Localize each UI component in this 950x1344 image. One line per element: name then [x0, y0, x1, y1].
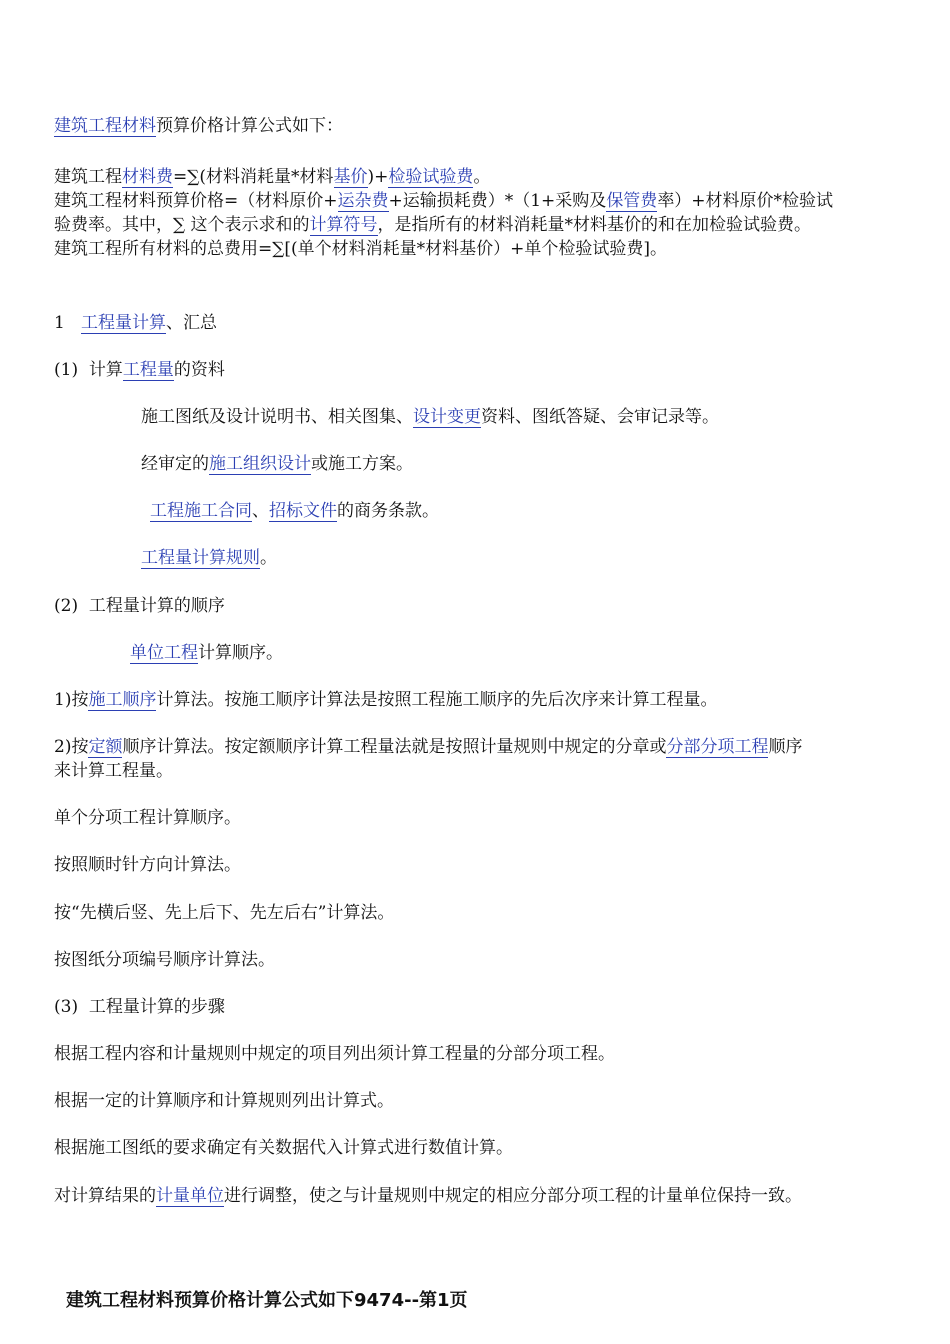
cross-method: 按“先横后竖、先上后下、先左后右”计算法。	[54, 903, 395, 923]
text: 经审定的	[141, 454, 209, 474]
text: 建筑工程材料预算价格=（材料原价+	[54, 191, 338, 211]
text: 顺序计算法。按定额顺序计算工程量法就是按照计量规则中规定的分章或	[122, 737, 667, 757]
subsection-1-heading	[54, 358, 914, 382]
formula-budget-price-line1	[54, 189, 914, 213]
link-design-change[interactable]: 设计变更	[413, 407, 481, 427]
link-calc-symbol[interactable]: 计算符号	[309, 215, 378, 235]
text: 。	[473, 167, 491, 187]
text: =∑(材料消耗量*材料	[173, 167, 334, 187]
text: 验费率。其中，∑ 这个表示求和的	[54, 215, 310, 235]
single-item-order: 单个分项工程计算顺序。	[54, 808, 241, 828]
link-inspection-fee[interactable]: 检验试验费	[388, 167, 474, 187]
subsection-number: (3)	[54, 997, 79, 1017]
link-construction-order[interactable]: 施工顺序	[88, 690, 157, 710]
text: 。	[260, 548, 277, 568]
step-4	[54, 1184, 914, 1208]
text: 的商务条款。	[337, 501, 439, 521]
text: 计算	[88, 360, 123, 380]
intro-text: 预算价格计算公式如下：	[156, 116, 343, 136]
link-unit-project[interactable]: 单位工程	[130, 643, 198, 663]
text: 、汇总	[166, 313, 218, 333]
link-quantity[interactable]: 工程量	[122, 360, 174, 380]
link-sub-items[interactable]: 分部分项工程	[666, 737, 769, 757]
text: )+	[367, 167, 389, 187]
text: 1)按	[54, 690, 89, 710]
text: 计算顺序。	[198, 643, 283, 663]
link-freight-fee[interactable]: 运杂费	[337, 191, 389, 211]
text: 、	[252, 501, 269, 521]
link-bidding-docs[interactable]: 招标文件	[269, 501, 337, 521]
subsection-2-heading	[54, 594, 914, 618]
page-footer: 建筑工程材料预算价格计算公式如下9474--第1页	[66, 1290, 468, 1311]
text: 计算法。按施工顺序计算法是按照工程施工顺序的先后次序来计算工程量。	[156, 690, 718, 710]
link-quantity-rules[interactable]: 工程量计算规则	[141, 548, 260, 568]
formula-material-cost	[54, 165, 914, 189]
link-construction-contract[interactable]: 工程施工合同	[150, 501, 252, 521]
text: 的资料	[173, 360, 225, 380]
order-method-2-line1	[54, 735, 914, 759]
intro-line	[54, 114, 914, 138]
text: 进行调整，使之与计量规则中规定的相应分部分项工程的计量单位保持一致。	[224, 1186, 802, 1206]
order-method-2-line2: 来计算工程量。	[54, 761, 173, 781]
step-3: 根据施工图纸的要求确定有关数据代入计算式进行数值计算。	[54, 1138, 513, 1158]
link-building-materials[interactable]: 建筑工程材料	[54, 116, 156, 136]
subsection-3-heading	[54, 995, 914, 1019]
text: 顺序	[768, 737, 803, 757]
drawing-number-method: 按图纸分项编号顺序计算法。	[54, 950, 275, 970]
link-quantity-calc[interactable]: 工程量计算	[81, 313, 167, 333]
clockwise-method: 按照顺时针方向计算法。	[54, 855, 241, 875]
section-number: 1	[54, 313, 65, 333]
link-storage-fee[interactable]: 保管费	[606, 191, 658, 211]
formula-budget-price-line2	[54, 213, 914, 237]
list-item-contract	[150, 499, 950, 523]
subsection-number: (2)	[54, 596, 79, 616]
section-1-heading	[54, 311, 914, 335]
text: 工程量计算的顺序	[88, 596, 225, 616]
text: ，是指所有的材料消耗量*材料基价的和在加检验试验费。	[377, 215, 812, 235]
subsection-number: (1)	[54, 360, 79, 380]
list-item-drawings	[141, 405, 950, 429]
unit-order-line	[130, 641, 950, 665]
link-base-price[interactable]: 基价	[333, 167, 368, 187]
text: 建筑工程	[54, 167, 122, 187]
text: 工程量计算的步骤	[88, 997, 225, 1017]
step-1: 根据工程内容和计量规则中规定的项目列出须计算工程量的分部分项工程。	[54, 1044, 615, 1064]
text: +运输损耗费）*（1+采购及	[388, 191, 607, 211]
list-item-rules	[141, 546, 950, 570]
text: 或施工方案。	[311, 454, 413, 474]
text: 资料、图纸答疑、会审记录等。	[481, 407, 719, 427]
text: 施工图纸及设计说明书、相关图集、	[141, 407, 413, 427]
link-material-cost[interactable]: 材料费	[122, 167, 173, 187]
formula-total-cost: 建筑工程所有材料的总费用=∑[(单个材料消耗量*材料基价）+单个检验试验费]。	[54, 239, 668, 259]
order-method-1	[54, 688, 914, 712]
link-measure-unit[interactable]: 计量单位	[156, 1186, 224, 1206]
list-item-construction-design	[141, 452, 950, 476]
text: 2)按	[54, 737, 89, 757]
link-quota[interactable]: 定额	[88, 737, 123, 757]
text: 对计算结果的	[54, 1186, 156, 1206]
text: 率）+材料原价*检验试	[657, 191, 834, 211]
link-construction-org-design[interactable]: 施工组织设计	[209, 454, 311, 474]
step-2: 根据一定的计算顺序和计算规则列出计算式。	[54, 1091, 394, 1111]
